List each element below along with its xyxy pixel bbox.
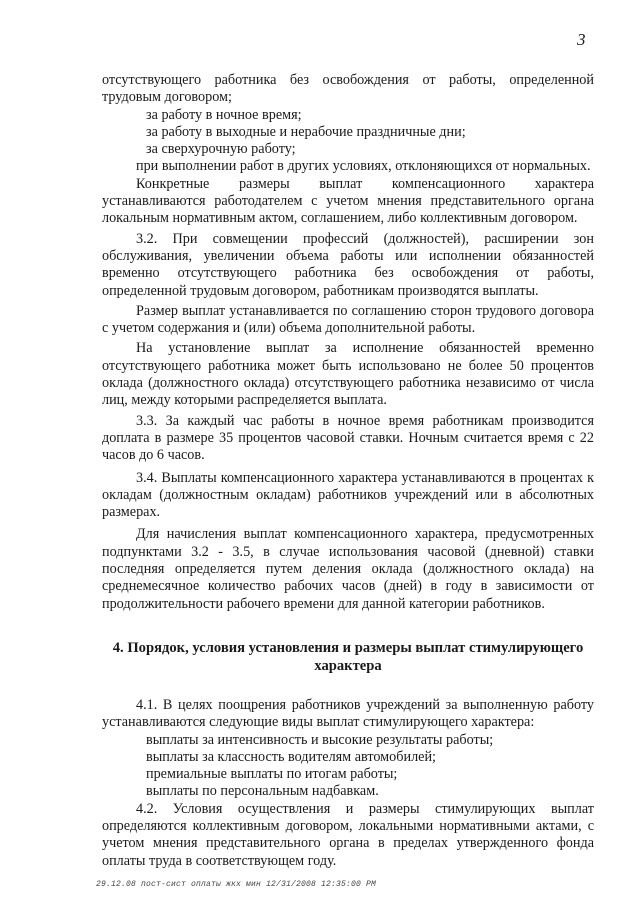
list-item: выплаты за интенсивность и высокие результаты работы;: [146, 731, 494, 748]
paragraph: 3.2. При совмещении профессий (должностей), расширении зон обслуживания, увеличении объема работы или исполнении обязанностей временно отсутствующего работника без освобождения от работы, определенной трудовым договором, работникам производятся выплаты.: [102, 230, 594, 299]
list-item: выплаты по персональным надбавкам.: [146, 783, 379, 800]
paragraph: при выполнении работ в других условиях, отклоняющихся от нормальных.: [136, 158, 591, 175]
paragraph: Размер выплат устанавливается по соглашению сторон трудового договора с учетом содержания и (или) объема дополнительной работы.: [102, 302, 594, 337]
footer-text: 29.12.08 пост-сист оплаты жкх мин 12/31/2008 12:35:00 PM: [96, 880, 377, 889]
paragraph: 4.1. В целях поощрения работников учреждений за выполненную работу устанавливаются следующие виды выплат стимулирующего характера:: [102, 696, 594, 731]
list-item: премиальные выплаты по итогам работы;: [146, 766, 398, 783]
paragraph: Для начисления выплат компенсационного характера, предусмотренных подпунктами 3.2 - 3.5, в случае использования часовой (дневной) ставки последняя определяется путем деления оклада (должностного оклада) на среднемесячное количество рабочих часов (дней) в году в зависимости от продолжительности рабочего времени для данной категории работников.: [102, 526, 594, 612]
list-item: за работу в выходные и нерабочие праздничные дни;: [146, 123, 466, 140]
document-body: [102, 72, 594, 870]
list-item: за сверхурочную работу;: [146, 141, 296, 158]
page-number: 3: [577, 30, 586, 49]
list-item: за работу в ночное время;: [146, 106, 302, 123]
paragraph: 3.3. За каждый час работы в ночное время работникам производится доплата в размере 35 процентов часовой ставки. Ночным считается время с 22 часов до 6 часов.: [102, 412, 594, 464]
paragraph: отсутствующего работника без освобождения от работы, определенной трудовым договором;: [102, 72, 594, 106]
list-item: выплаты за классность водителям автомобилей;: [146, 748, 436, 765]
section-heading: 4. Порядок, условия установления и размеры выплат стимулирующего характера: [112, 639, 584, 674]
paragraph: На установление выплат за исполнение обязанностей временно отсутствующего работника может быть использовано не более 50 процентов оклада (должностного оклада) отсутствующего работника независимо от числа лиц, между которыми распределяется выплата.: [102, 340, 594, 409]
paragraph: Конкретные размеры выплат компенсационного характера устанавливаются работодателем с учетом мнения представительного органа локальным нормативным актом, соглашением, либо коллективным договором.: [102, 175, 594, 227]
paragraph: 3.4. Выплаты компенсационного характера устанавливаются в процентах к окладам (должностным окладам) работников учреждений или в абсолютных размерах.: [102, 469, 594, 521]
paragraph: 4.2. Условия осуществления и размеры стимулирующих выплат определяются коллективным договором, локальными нормативными актами, с учетом мнения представительного органа в пределах утвержденного фонда оплаты труда в соответствующем году.: [102, 800, 594, 869]
